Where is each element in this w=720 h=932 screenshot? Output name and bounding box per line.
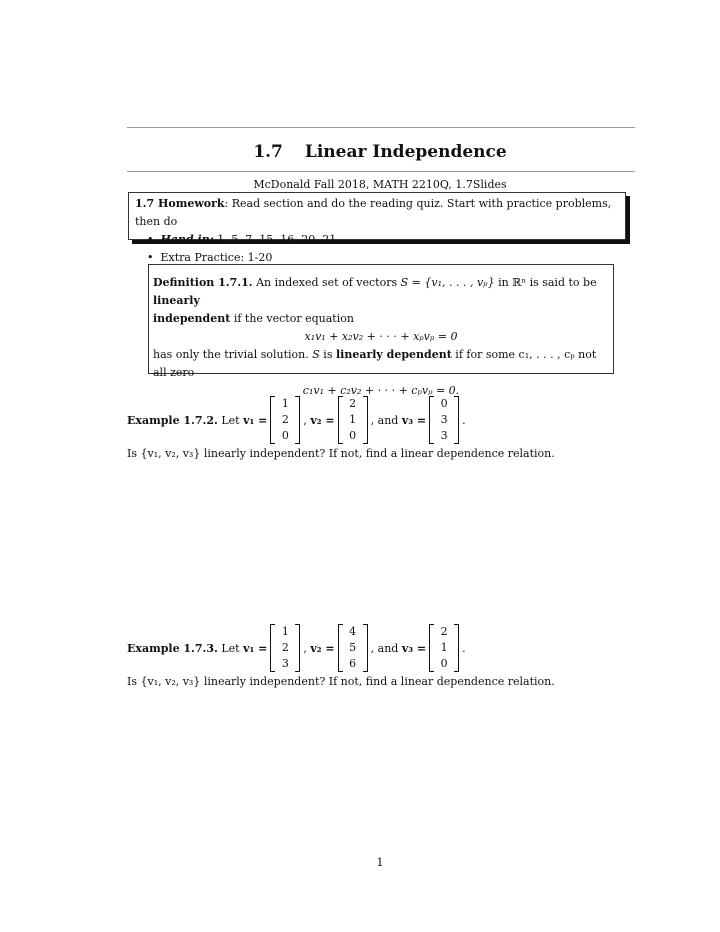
section-name: Linear Independence (304, 142, 507, 162)
section-title (0, 142, 720, 162)
and-word: , and (370, 641, 399, 655)
definition-in: in ℝⁿ is said to be (498, 276, 597, 289)
matrix-entry: 1 (440, 641, 448, 654)
vector-v3 (429, 396, 459, 444)
homework-box (128, 192, 626, 264)
matrix-entry: 2 (281, 413, 289, 426)
let-word: Let (221, 641, 240, 655)
definition-is: is (323, 348, 333, 361)
definition-text-d: if for some c₁, . . . , cₚ not all zero (153, 348, 597, 379)
definition-line-4 (153, 346, 609, 382)
vector-v3 (429, 624, 459, 672)
matrix-entry: 0 (440, 397, 448, 410)
definition-line-2 (153, 310, 609, 328)
matrix-entry: 6 (349, 657, 357, 670)
matrix-entry: 0 (349, 429, 357, 442)
hand-in-item (147, 231, 625, 249)
v3-name: v₃ = (401, 413, 427, 427)
equation-dependence: c₁v₁ + c₂v₂ + · · · + cₚvₚ = 0. (302, 384, 460, 397)
equation-homogeneous: x₁v₁ + x₂v₂ + · · · + xₚvₚ = 0 (304, 330, 458, 343)
bottom-rule (127, 171, 635, 172)
and-word: , and (370, 413, 399, 427)
homework-heading: 1.7 Homework (135, 197, 225, 210)
matrix-entry: 3 (440, 429, 448, 442)
definition-line-1 (153, 274, 609, 310)
v3-name: v₃ = (401, 641, 427, 655)
extra-practice-item: • Extra Practice: 1-20 (147, 249, 625, 267)
definition-text-c: has only the trivial solution. (153, 348, 309, 361)
v1-name: v₁ = (243, 641, 268, 655)
example-1-question: Is {v₁, v₂, v₃} linearly independent? If not, find a linear dependence relation. (127, 447, 555, 460)
definition-s: S (312, 348, 320, 361)
matrix-entry: 2 (440, 625, 448, 638)
vector-v2 (338, 396, 368, 444)
let-word: Let (221, 413, 240, 427)
example-label: Example 1.7.3. (127, 641, 218, 655)
page-number: 1 (376, 856, 384, 869)
matrix-entry: 3 (440, 413, 448, 426)
matrix-entry: 4 (349, 625, 357, 638)
matrix-entry: 1 (349, 413, 357, 426)
definition-set: S = {v₁, . . . , vₚ} (400, 276, 495, 289)
v1-name: v₁ = (243, 413, 268, 427)
matrix-entry: 1 (281, 397, 289, 410)
matrix-entry: 2 (281, 641, 289, 654)
section-number: 1.7 (253, 142, 283, 162)
matrix-entry: 0 (281, 429, 289, 442)
v2-name: v₂ = (310, 641, 335, 655)
definition-label: Definition 1.7.1. (153, 276, 253, 289)
term-dependent: linearly dependent (335, 348, 452, 361)
example-1: Example 1.7.2. Let v₁ = 1 2 0 , v₂ = 2 1 0 , and v₃ = 0 3 3 . (127, 397, 466, 442)
term-linearly: linearly (153, 294, 200, 307)
vector-v1 (270, 396, 300, 444)
course-line: McDonald Fall 2018, MATH 2210Q, 1.7Slides (253, 178, 507, 191)
matrix-entry: 1 (281, 625, 289, 638)
example-label: Example 1.7.2. (127, 413, 218, 427)
vector-v2 (338, 624, 368, 672)
matrix-entry: 3 (281, 657, 289, 670)
vector-v1 (270, 624, 300, 672)
homework-intro (135, 195, 625, 231)
term-independent: independent (153, 312, 231, 325)
hand-in-problems: 1, 5, 7, 15, 16, 20, 21 (217, 233, 337, 246)
top-rule (127, 127, 635, 128)
matrix-entry: 0 (440, 657, 448, 670)
definition-text-b: if the vector equation (233, 312, 354, 325)
definition-box (148, 264, 614, 397)
homework-list (135, 231, 625, 267)
matrix-entry: 2 (349, 397, 357, 410)
example-2: Example 1.7.3. Let v₁ = 1 2 3 , v₂ = 4 5 6 , and v₃ = 2 1 0 . (127, 625, 466, 670)
example-2-question: Is {v₁, v₂, v₃} linearly independent? If not, find a linear dependence relation. (127, 675, 555, 688)
homework-intro-text: : Read section and do the reading quiz. Start with practice problems, then do (135, 197, 612, 228)
hand-in-label: Hand in: (160, 233, 214, 246)
matrix-entry: 5 (349, 641, 357, 654)
definition-text-a: An indexed set of vectors (256, 276, 398, 289)
v2-name: v₂ = (310, 413, 335, 427)
